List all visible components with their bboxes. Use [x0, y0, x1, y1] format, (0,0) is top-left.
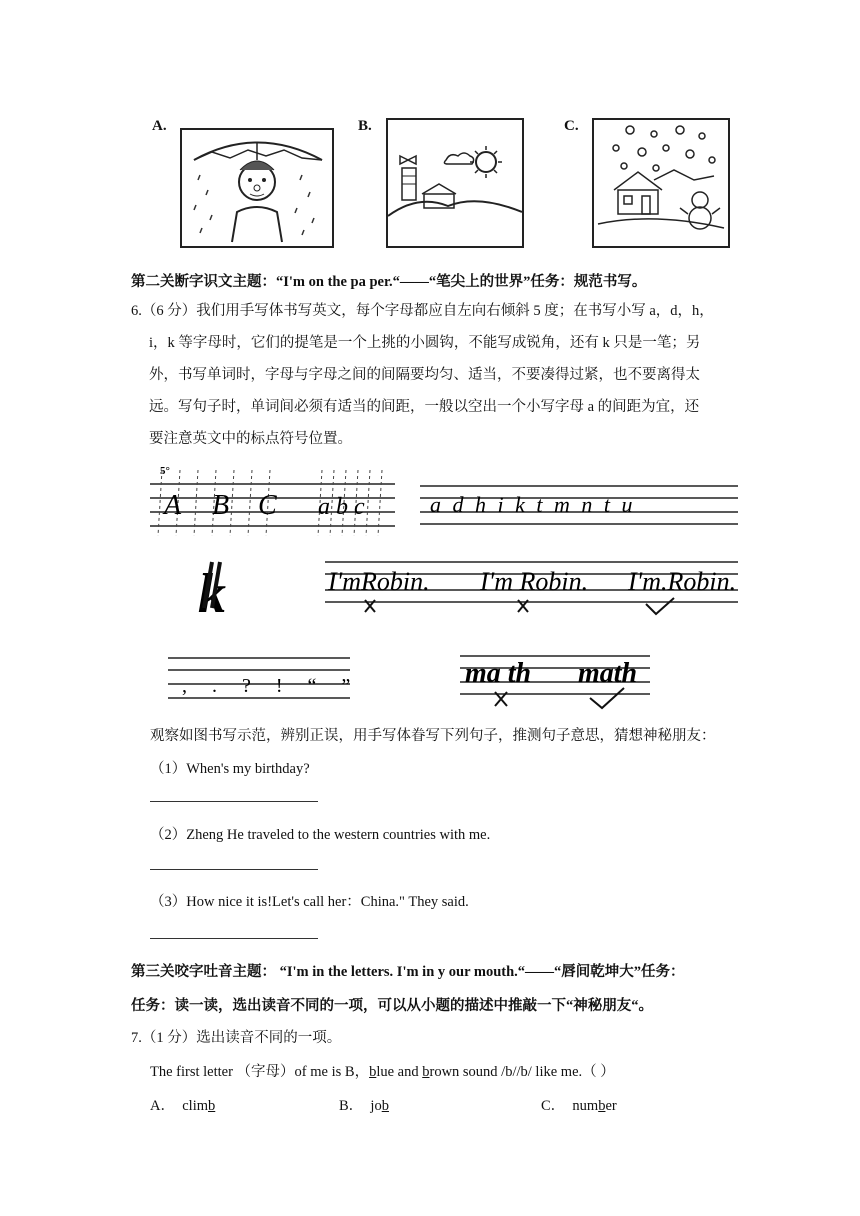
punctuation-marks: , . ? ! “ ”	[182, 675, 361, 697]
section3-task: 任务：读一读，选出读音不同的一项，可以从小题的描述中推敲一下“神秘朋友“。	[131, 998, 653, 1014]
k-letter: k	[198, 563, 226, 625]
check-mark-icon	[646, 598, 674, 614]
q6-instruction: 观察如图书写示范，辨别正误，用手写体眷写下列句子，推测句子意思，猜想神秘朋友：	[150, 728, 716, 744]
cap-letter-a: A	[164, 490, 182, 521]
answer-line-3[interactable]	[150, 938, 318, 939]
q7-stem: 7.（1 分）选出读音不同的一项。	[131, 1030, 342, 1046]
q7-sentence-pre: The first letter （字母）of me is B，	[150, 1064, 370, 1080]
snowy-house-icon	[594, 120, 728, 246]
letters-row-sample	[420, 486, 738, 524]
q6-stem	[131, 295, 731, 455]
cap-letter-c: C	[258, 490, 277, 521]
math-right: math	[578, 658, 638, 689]
q7-option-b[interactable]	[339, 1094, 389, 1115]
math-wrong: ma th	[465, 658, 532, 689]
option-a-label: A.	[152, 118, 167, 134]
q7-word1-letter: b	[369, 1064, 377, 1080]
q6-item-2: （2）Zheng He traveled to the western countries with me.	[150, 827, 491, 843]
option-word-pre: jo	[370, 1098, 382, 1114]
answer-line-1[interactable]	[150, 801, 318, 802]
option-c-label: C.	[564, 118, 579, 134]
punctuation-sample	[168, 658, 360, 698]
option-label: A．	[150, 1098, 175, 1114]
q7-word2-rest: rown sound /b//b/ like me.（ ）	[429, 1064, 615, 1080]
q6-stem-line2: i，k 等字母时，它们的提笔是一个上挑的小圆钩，不能写成锐角，还有 k 只是一笔；另	[149, 335, 701, 351]
q7-word2-letter: b	[422, 1064, 430, 1080]
q6-stem-line1: 6.（6 分）我们用手写体书写英文，每个字母都应自左向右倾斜 5 度；在书写小写 a，d，h，	[131, 303, 714, 319]
small-letters-abc: abc	[318, 494, 371, 520]
sunny-picture	[386, 118, 524, 248]
math-sample	[460, 656, 650, 708]
option-word-pre: num	[572, 1098, 599, 1114]
robin-wrong-2: I'm Robin.	[480, 567, 589, 596]
rainy-picture	[180, 128, 334, 248]
q6-item-3: （3）How nice it is!Let's call her：China." They said.	[150, 894, 469, 910]
sunny-windmill-icon	[388, 120, 522, 246]
robin-right: I'm.Robin.	[628, 567, 737, 596]
q7-option-a[interactable]	[150, 1094, 215, 1115]
rainy-boy-icon	[182, 130, 332, 246]
q6-stem-line5: 要注意英文中的标点符号位置。	[149, 431, 352, 447]
section3-header: 第三关咬字吐音主题： “I'm in the letters. I'm in y our mouth.“——“唇间乾坤大”任务：	[131, 964, 685, 980]
option-word-pre: clim	[182, 1098, 209, 1114]
q7-sentence	[150, 1060, 615, 1081]
snowy-picture	[592, 118, 730, 248]
option-word-letter: b	[381, 1098, 389, 1114]
slant-letters-sample	[150, 465, 395, 536]
option-word-letter: b	[598, 1098, 606, 1114]
q7-option-c[interactable]	[541, 1094, 617, 1115]
option-label: C．	[541, 1098, 566, 1114]
letters-row: a d h i k t m n t u	[430, 492, 636, 517]
slant-mark: 5°	[160, 465, 170, 477]
answer-line-2[interactable]	[150, 869, 318, 870]
section2-header: 第二关断字识文主题：“I'm on the pa per.“——“笔尖上的世界”任务：规范书写。	[131, 274, 647, 290]
q7-word1-rest: lue and	[376, 1064, 423, 1080]
q6-stem-line4: 远。写句子时，单词间必须有适当的间距，一般以空出一个小写字母 a 的间距为宜，还	[149, 399, 700, 415]
handwriting-examples-figure	[150, 462, 740, 712]
option-word-post: er	[605, 1098, 617, 1114]
q6-item-1: （1）When's my birthday?	[150, 761, 310, 777]
option-label: B．	[339, 1098, 364, 1114]
option-b-label: B.	[358, 118, 372, 134]
robin-sentences-sample	[325, 562, 738, 614]
option-word-letter: b	[208, 1098, 216, 1114]
cap-letter-b: B	[212, 490, 230, 521]
k-sample	[198, 562, 226, 625]
q6-stem-line3: 外，书写单词时，字母与字母之间的间隔要均匀、适当，不要凑得过紧，也不要离得太	[149, 367, 700, 383]
robin-wrong-1: I'mRobin.	[328, 567, 430, 596]
check-mark-icon	[590, 688, 624, 708]
